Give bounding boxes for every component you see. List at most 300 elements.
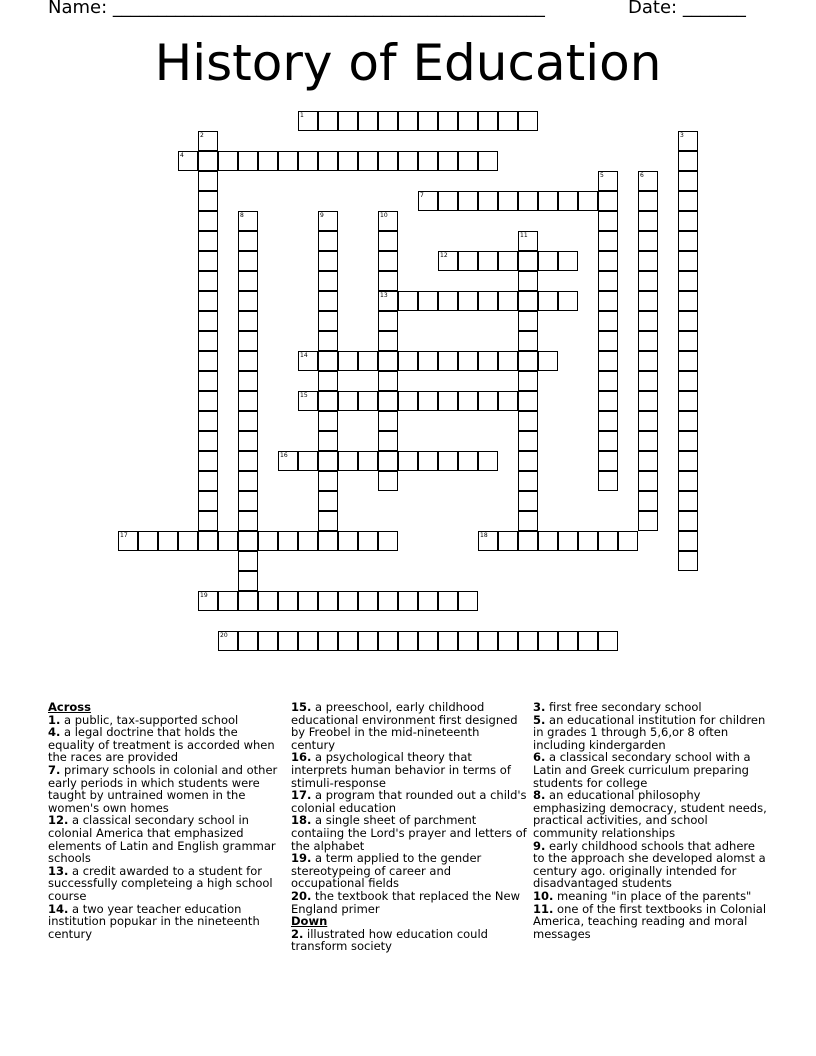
clue-number: 16 — [280, 452, 288, 459]
grid-cell[interactable] — [558, 251, 578, 271]
grid-cell[interactable] — [298, 591, 318, 611]
clue-number: 18 — [480, 532, 488, 539]
clue-text: a program that rounded out a child's colonial education — [291, 788, 527, 815]
grid-cell[interactable] — [538, 531, 558, 551]
grid-cell[interactable] — [278, 151, 298, 171]
grid-cell[interactable] — [438, 191, 458, 211]
grid-cell[interactable] — [598, 351, 618, 371]
grid-cell[interactable] — [538, 291, 558, 311]
grid-cell[interactable] — [478, 191, 498, 211]
grid-cell[interactable] — [458, 351, 478, 371]
grid-cell[interactable] — [238, 631, 258, 651]
grid-cell[interactable] — [198, 471, 218, 491]
grid-cell[interactable] — [238, 431, 258, 451]
grid-cell[interactable] — [638, 451, 658, 471]
grid-cell[interactable] — [518, 351, 538, 371]
clue-number-label: 20. — [291, 888, 312, 903]
clue-text: an educational institution for children in grades 1 through 5,6,or 8 often including kindergarden — [533, 712, 766, 752]
grid-cell[interactable] — [378, 111, 398, 131]
grid-cell[interactable] — [358, 151, 378, 171]
grid-cell[interactable] — [518, 631, 538, 651]
grid-cell[interactable] — [378, 391, 398, 411]
grid-cell[interactable] — [458, 631, 478, 651]
grid-cell[interactable] — [518, 291, 538, 311]
grid-cell[interactable] — [318, 631, 338, 651]
clue-text: a classical secondary school with a Latin and Greek curriculum preparing students for college — [533, 750, 751, 790]
grid-cell[interactable] — [198, 431, 218, 451]
grid-cell[interactable] — [198, 531, 218, 551]
grid-cell[interactable] — [678, 391, 698, 411]
grid-cell[interactable] — [358, 591, 378, 611]
grid-cell[interactable] — [378, 531, 398, 551]
grid-cell[interactable] — [198, 451, 218, 471]
clue-column-2 — [291, 701, 527, 953]
grid-cell[interactable] — [198, 271, 218, 291]
grid-cell[interactable] — [678, 231, 698, 251]
grid-cell[interactable] — [238, 311, 258, 331]
grid-cell[interactable] — [538, 351, 558, 371]
grid-cell[interactable] — [498, 631, 518, 651]
grid-cell[interactable] — [598, 531, 618, 551]
clue — [291, 890, 527, 915]
grid-cell[interactable] — [378, 411, 398, 431]
grid-cell[interactable] — [418, 151, 438, 171]
grid-cell[interactable] — [458, 451, 478, 471]
grid-cell[interactable] — [378, 351, 398, 371]
clue-text: a preeschool, early childhood educational environment first designed by Freobel in the mid-nineteenth century — [291, 700, 518, 752]
grid-cell[interactable] — [598, 631, 618, 651]
grid-cell[interactable] — [198, 331, 218, 351]
clue-number: 7 — [420, 192, 424, 199]
name-blank[interactable]: ________________________________________________ — [112, 0, 545, 18]
grid-cell[interactable] — [458, 151, 478, 171]
grid-cell[interactable] — [198, 411, 218, 431]
grid-cell[interactable] — [198, 151, 218, 171]
grid-cell[interactable] — [498, 191, 518, 211]
grid-cell[interactable] — [518, 371, 538, 391]
grid-cell[interactable] — [618, 531, 638, 551]
grid-cell[interactable] — [578, 631, 598, 651]
grid-cell[interactable] — [218, 151, 238, 171]
grid-cell[interactable] — [318, 331, 338, 351]
grid-cell[interactable] — [358, 451, 378, 471]
clue-number-label: 16. — [291, 750, 312, 765]
grid-cell[interactable] — [678, 411, 698, 431]
grid-cell[interactable] — [258, 591, 278, 611]
across-clue-list — [48, 714, 284, 941]
grid-cell[interactable] — [598, 271, 618, 291]
grid-cell[interactable] — [558, 531, 578, 551]
grid-cell[interactable] — [678, 271, 698, 291]
grid-cell[interactable] — [478, 351, 498, 371]
grid-cell[interactable] — [418, 591, 438, 611]
grid-cell[interactable] — [378, 151, 398, 171]
grid-cell[interactable] — [298, 451, 318, 471]
grid-cell[interactable] — [338, 591, 358, 611]
grid-cell[interactable] — [478, 251, 498, 271]
grid-cell[interactable] — [338, 351, 358, 371]
grid-cell[interactable] — [498, 111, 518, 131]
grid-cell[interactable] — [498, 391, 518, 411]
grid-cell[interactable] — [598, 371, 618, 391]
grid-cell[interactable] — [198, 231, 218, 251]
grid-cell[interactable] — [318, 511, 338, 531]
grid-cell[interactable] — [678, 171, 698, 191]
grid-cell[interactable] — [278, 631, 298, 651]
grid-cell[interactable] — [418, 351, 438, 371]
grid-cell[interactable] — [638, 391, 658, 411]
grid-cell[interactable] — [198, 391, 218, 411]
grid-cell[interactable] — [518, 111, 538, 131]
grid-cell[interactable] — [378, 311, 398, 331]
grid-cell[interactable] — [318, 291, 338, 311]
clue-number: 15 — [300, 392, 308, 399]
grid-cell[interactable] — [238, 411, 258, 431]
grid-cell[interactable] — [258, 151, 278, 171]
grid-cell[interactable] — [458, 391, 478, 411]
grid-cell[interactable] — [518, 251, 538, 271]
grid-cell[interactable] — [238, 571, 258, 591]
grid-cell[interactable] — [438, 591, 458, 611]
grid-cell[interactable] — [318, 531, 338, 551]
grid-cell[interactable] — [398, 291, 418, 311]
grid-cell[interactable] — [478, 291, 498, 311]
grid-cell[interactable] — [378, 331, 398, 351]
clue-number: 10 — [380, 212, 388, 219]
grid-cell[interactable] — [358, 351, 378, 371]
grid-cell[interactable] — [398, 351, 418, 371]
grid-cell[interactable] — [638, 431, 658, 451]
grid-cell[interactable] — [238, 331, 258, 351]
clue-text: meaning "in place of the parents" — [553, 888, 752, 903]
grid-cell[interactable] — [238, 151, 258, 171]
grid-cell[interactable] — [158, 531, 178, 551]
grid-cell[interactable] — [598, 431, 618, 451]
clue-number: 8 — [240, 212, 244, 219]
grid-cell[interactable] — [318, 431, 338, 451]
grid-cell[interactable] — [238, 471, 258, 491]
grid-cell[interactable] — [238, 351, 258, 371]
grid-cell[interactable] — [518, 311, 538, 331]
grid-cell[interactable] — [238, 371, 258, 391]
grid-cell[interactable] — [318, 371, 338, 391]
grid-cell[interactable] — [518, 451, 538, 471]
grid-cell[interactable] — [578, 531, 598, 551]
grid-cell[interactable] — [378, 251, 398, 271]
grid-cell[interactable] — [318, 271, 338, 291]
clue — [533, 751, 769, 789]
grid-cell[interactable] — [598, 211, 618, 231]
grid-cell[interactable] — [558, 191, 578, 211]
grid-cell[interactable] — [438, 291, 458, 311]
grid-cell[interactable] — [638, 331, 658, 351]
grid-cell[interactable] — [418, 631, 438, 651]
grid-cell[interactable] — [318, 411, 338, 431]
grid-cell[interactable] — [638, 271, 658, 291]
grid-cell[interactable] — [418, 111, 438, 131]
grid-cell[interactable] — [378, 451, 398, 471]
grid-cell[interactable] — [478, 451, 498, 471]
grid-cell[interactable] — [358, 631, 378, 651]
grid-cell[interactable] — [498, 351, 518, 371]
grid-cell[interactable] — [558, 631, 578, 651]
clue-number: 14 — [300, 352, 308, 359]
grid-cell[interactable] — [338, 151, 358, 171]
grid-cell[interactable] — [638, 351, 658, 371]
grid-cell[interactable] — [638, 371, 658, 391]
grid-cell[interactable] — [258, 631, 278, 651]
grid-cell[interactable] — [478, 151, 498, 171]
clue — [48, 726, 284, 764]
grid-cell[interactable] — [458, 291, 478, 311]
grid-cell[interactable] — [398, 111, 418, 131]
down-heading: Down — [291, 914, 328, 929]
grid-cell[interactable] — [638, 211, 658, 231]
grid-cell[interactable] — [418, 451, 438, 471]
grid-cell[interactable] — [598, 311, 618, 331]
grid-cell[interactable] — [438, 451, 458, 471]
grid-cell[interactable] — [598, 251, 618, 271]
grid-cell[interactable] — [598, 191, 618, 211]
grid-cell[interactable] — [678, 151, 698, 171]
grid-cell[interactable] — [678, 431, 698, 451]
grid-cell[interactable] — [278, 591, 298, 611]
grid-cell[interactable] — [638, 471, 658, 491]
clue — [533, 789, 769, 839]
grid-cell[interactable] — [218, 591, 238, 611]
grid-cell[interactable] — [598, 231, 618, 251]
grid-cell[interactable] — [678, 551, 698, 571]
grid-cell[interactable] — [638, 511, 658, 531]
clue-text: a legal doctrine that holds the equality of treatment is accorded when the races are provided — [48, 725, 275, 765]
clue — [291, 751, 527, 789]
grid-cell[interactable] — [518, 271, 538, 291]
clue — [291, 852, 527, 890]
grid-cell[interactable] — [458, 591, 478, 611]
grid-cell[interactable] — [438, 151, 458, 171]
grid-cell[interactable] — [378, 231, 398, 251]
grid-cell[interactable] — [498, 531, 518, 551]
grid-cell[interactable] — [198, 311, 218, 331]
grid-cell[interactable] — [238, 551, 258, 571]
grid-cell[interactable] — [458, 251, 478, 271]
grid-cell[interactable] — [278, 531, 298, 551]
grid-cell[interactable] — [438, 111, 458, 131]
clue-number: 2 — [200, 132, 204, 139]
grid-cell[interactable] — [478, 631, 498, 651]
grid-cell[interactable] — [318, 111, 338, 131]
down-clue-list — [291, 928, 527, 953]
clue — [291, 814, 527, 852]
grid-cell[interactable] — [338, 451, 358, 471]
grid-cell[interactable] — [518, 511, 538, 531]
grid-cell[interactable] — [298, 151, 318, 171]
clue-number-label: 17. — [291, 788, 312, 803]
grid-cell[interactable] — [678, 471, 698, 491]
grid-cell[interactable] — [198, 351, 218, 371]
grid-cell[interactable] — [598, 391, 618, 411]
grid-cell[interactable] — [598, 411, 618, 431]
grid-cell[interactable] — [438, 631, 458, 651]
clue-number-label: 12. — [48, 813, 69, 828]
clue — [533, 714, 769, 752]
clue-number-label: 6. — [533, 750, 546, 765]
grid-cell[interactable] — [458, 191, 478, 211]
grid-cell[interactable] — [518, 191, 538, 211]
grid-cell[interactable] — [318, 451, 338, 471]
down-clue-list-continued — [533, 701, 769, 940]
grid-cell[interactable] — [338, 531, 358, 551]
clue-text: one of the first textbooks in Colonial America, teaching reading and moral messages — [533, 901, 767, 941]
grid-cell[interactable] — [518, 411, 538, 431]
grid-cell[interactable] — [318, 151, 338, 171]
grid-cell[interactable] — [378, 431, 398, 451]
grid-cell[interactable] — [398, 451, 418, 471]
grid-cell[interactable] — [338, 111, 358, 131]
grid-cell[interactable] — [318, 391, 338, 411]
grid-cell[interactable] — [458, 111, 478, 131]
grid-cell[interactable] — [198, 291, 218, 311]
grid-cell[interactable] — [678, 511, 698, 531]
clue-number: 6 — [640, 172, 644, 179]
grid-cell[interactable] — [438, 391, 458, 411]
clue-number: 3 — [680, 132, 684, 139]
grid-cell[interactable] — [678, 291, 698, 311]
grid-cell[interactable] — [578, 191, 598, 211]
grid-cell[interactable] — [238, 591, 258, 611]
grid-cell[interactable] — [238, 231, 258, 251]
grid-cell[interactable] — [598, 451, 618, 471]
date-blank[interactable]: _______ — [682, 0, 746, 18]
grid-cell[interactable] — [318, 591, 338, 611]
clue-text: a psychological theory that interprets human behavior in terms of stimuli-response — [291, 750, 511, 790]
grid-cell[interactable] — [678, 211, 698, 231]
grid-cell[interactable] — [238, 491, 258, 511]
clue-text: an educational philosophy emphasizing democracy, student needs, practical activities, and school community relationships — [533, 788, 767, 840]
grid-cell[interactable] — [378, 271, 398, 291]
grid-cell[interactable] — [318, 471, 338, 491]
grid-cell[interactable] — [598, 331, 618, 351]
grid-cell[interactable] — [538, 631, 558, 651]
grid-cell[interactable] — [398, 591, 418, 611]
grid-cell[interactable] — [638, 311, 658, 331]
grid-cell[interactable] — [318, 251, 338, 271]
grid-cell[interactable] — [518, 491, 538, 511]
clue — [291, 701, 527, 751]
grid-cell[interactable] — [678, 311, 698, 331]
grid-cell[interactable] — [358, 531, 378, 551]
grid-cell[interactable] — [318, 351, 338, 371]
grid-cell[interactable] — [198, 251, 218, 271]
grid-cell[interactable] — [558, 291, 578, 311]
grid-cell[interactable] — [378, 631, 398, 651]
grid-cell[interactable] — [538, 251, 558, 271]
grid-cell[interactable] — [238, 451, 258, 471]
grid-cell[interactable] — [478, 111, 498, 131]
clue-text: early childhood schools that adhere to the approach she developed alomst a century ago. originally intended for disadvantaged students — [533, 838, 766, 891]
grid-cell[interactable] — [338, 631, 358, 651]
grid-cell[interactable] — [298, 531, 318, 551]
grid-cell[interactable] — [538, 191, 558, 211]
clue-text: a single sheet of parchment contaiing the Lord's prayer and letters of the alphabet — [291, 813, 527, 853]
grid-cell[interactable] — [298, 631, 318, 651]
grid-cell[interactable] — [238, 391, 258, 411]
grid-cell[interactable] — [678, 371, 698, 391]
grid-cell[interactable] — [438, 351, 458, 371]
clue — [533, 840, 769, 890]
grid-cell[interactable] — [338, 391, 358, 411]
grid-cell[interactable] — [638, 491, 658, 511]
grid-cell[interactable] — [678, 351, 698, 371]
grid-cell[interactable] — [378, 371, 398, 391]
clue — [291, 928, 527, 953]
grid-cell[interactable] — [198, 171, 218, 191]
grid-cell[interactable] — [678, 191, 698, 211]
grid-cell[interactable] — [598, 291, 618, 311]
grid-cell[interactable] — [678, 331, 698, 351]
grid-cell[interactable] — [498, 291, 518, 311]
grid-cell[interactable] — [478, 391, 498, 411]
grid-cell[interactable] — [518, 331, 538, 351]
grid-cell[interactable] — [318, 231, 338, 251]
grid-cell[interactable] — [318, 491, 338, 511]
grid-cell[interactable] — [398, 151, 418, 171]
grid-cell[interactable] — [198, 511, 218, 531]
grid-cell[interactable] — [258, 531, 278, 551]
grid-cell[interactable] — [678, 491, 698, 511]
clue-number: 17 — [120, 532, 128, 539]
grid-cell[interactable] — [678, 251, 698, 271]
clue-number: 13 — [380, 292, 388, 299]
grid-cell[interactable] — [638, 411, 658, 431]
grid-cell[interactable] — [198, 191, 218, 211]
grid-cell[interactable] — [418, 291, 438, 311]
grid-cell[interactable] — [198, 211, 218, 231]
grid-cell[interactable] — [378, 471, 398, 491]
grid-cell[interactable] — [238, 511, 258, 531]
grid-cell[interactable] — [678, 531, 698, 551]
grid-cell[interactable] — [358, 111, 378, 131]
grid-cell[interactable] — [238, 531, 258, 551]
grid-cell[interactable] — [138, 531, 158, 551]
grid-cell[interactable] — [518, 431, 538, 451]
grid-cell[interactable] — [218, 531, 238, 551]
grid-cell[interactable] — [638, 291, 658, 311]
grid-cell[interactable] — [638, 191, 658, 211]
grid-cell[interactable] — [518, 391, 538, 411]
grid-cell[interactable] — [238, 291, 258, 311]
grid-cell[interactable] — [378, 591, 398, 611]
grid-cell[interactable] — [638, 231, 658, 251]
grid-cell[interactable] — [398, 631, 418, 651]
grid-cell[interactable] — [398, 391, 418, 411]
grid-cell[interactable] — [518, 531, 538, 551]
grid-cell[interactable] — [198, 371, 218, 391]
grid-cell[interactable] — [238, 271, 258, 291]
grid-cell[interactable] — [198, 491, 218, 511]
grid-cell[interactable] — [318, 311, 338, 331]
grid-cell[interactable] — [358, 391, 378, 411]
grid-cell[interactable] — [238, 251, 258, 271]
grid-cell[interactable] — [518, 471, 538, 491]
grid-cell[interactable] — [598, 471, 618, 491]
grid-cell[interactable] — [678, 451, 698, 471]
clue-text: a credit awarded to a student for successfully completeing a high school course — [48, 863, 273, 903]
grid-cell[interactable] — [638, 251, 658, 271]
grid-cell[interactable] — [418, 391, 438, 411]
grid-cell[interactable] — [498, 251, 518, 271]
grid-cell[interactable] — [178, 531, 198, 551]
